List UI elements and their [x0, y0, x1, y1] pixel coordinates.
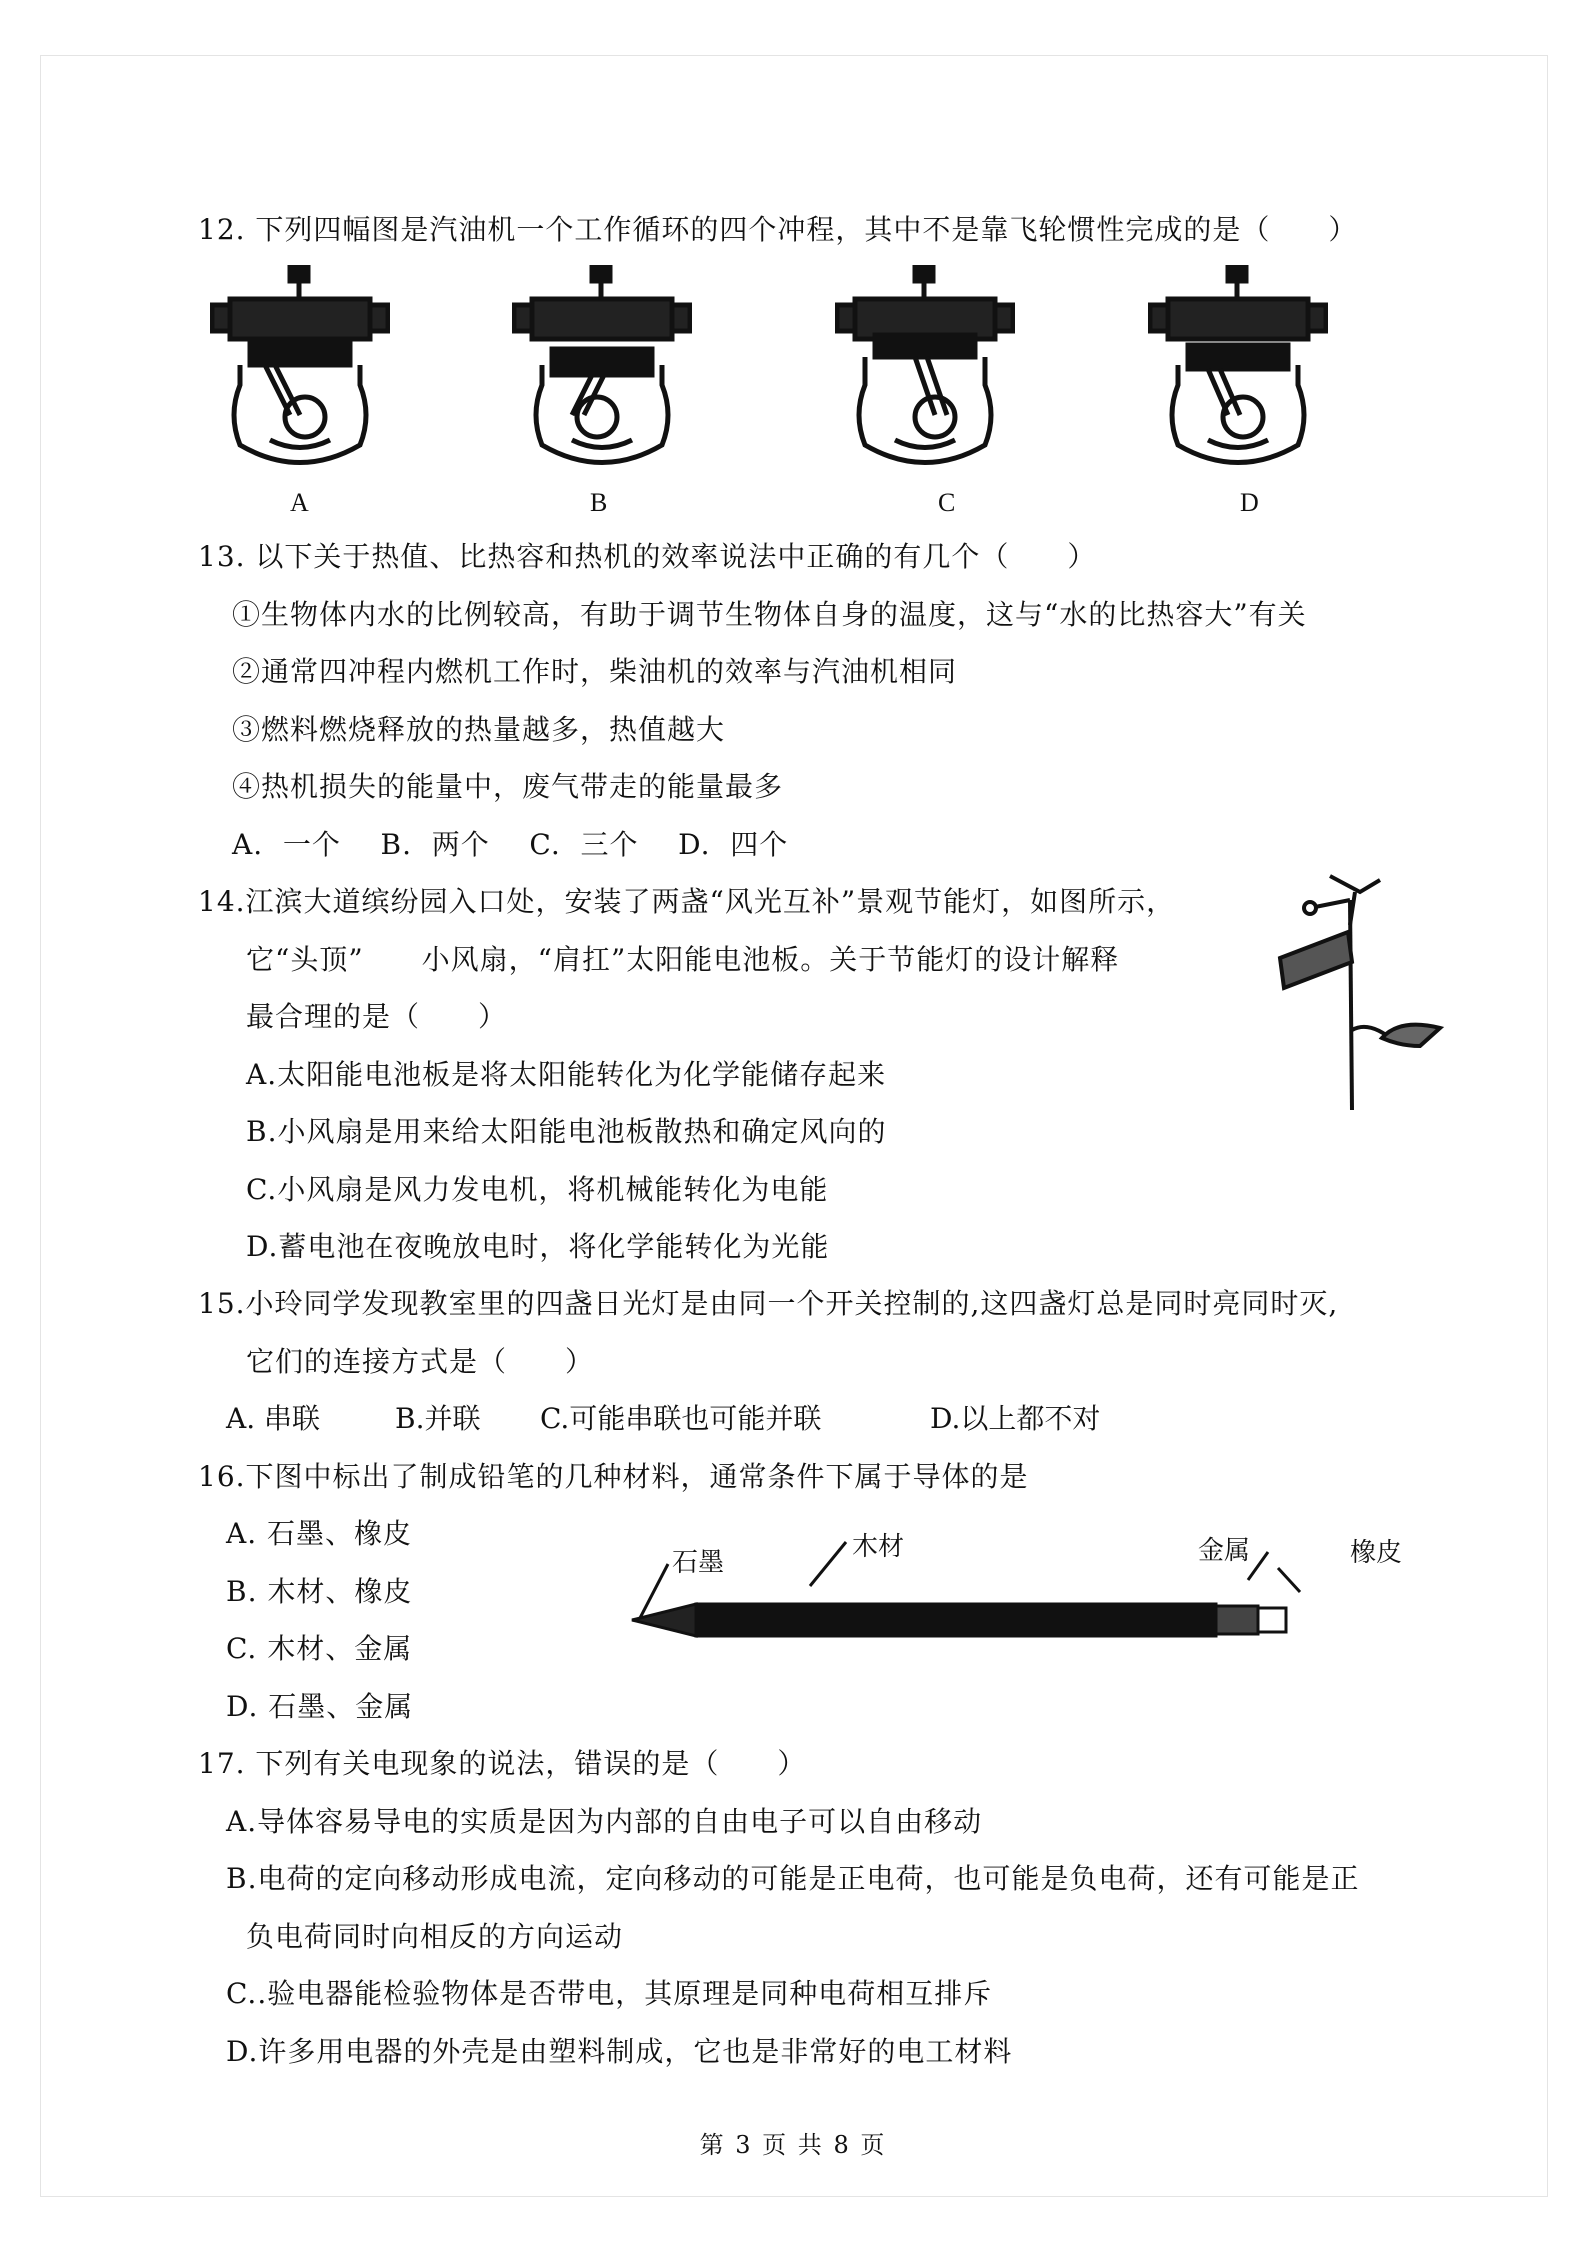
q14-option-b: B.小风扇是用来给太阳能电池板散热和确定风向的 [246, 1115, 887, 1148]
q13-item-1: ①生物体内水的比例较高，有助于调节生物体自身的温度，这与“水的比热容大”有关 [232, 598, 1307, 631]
q15-stem-line1: 15.小玲同学发现教室里的四盏日光灯是由同一个开关控制的,这四盏灯总是同时亮同时灭, [198, 1287, 1339, 1320]
q17-option-c: C..验电器能检验物体是否带电，其原理是同种电荷相互排斥 [226, 1977, 993, 2010]
q12-stem: 12. 下列四幅图是汽油机一个工作循环的四个冲程，其中不是靠飞轮惯性完成的是（ ） [198, 213, 1358, 246]
engine-diagram-a [210, 265, 390, 475]
q13-item-2: ②通常四冲程内燃机工作时，柴油机的效率与汽油机相同 [232, 655, 958, 688]
q13-options: A. 一个 B. 两个 C. 三个 D. 四个 [232, 828, 789, 861]
q17-option-b: B.电荷的定向移动形成电流，定向移动的可能是正电荷，也可能是负电荷，还有可能是正 [226, 1862, 1360, 1895]
engine-label-d: D [1240, 488, 1259, 517]
pencil-label-wood: 木材 [852, 1532, 905, 1562]
q15-option-d: D.以上都不对 [930, 1402, 1101, 1435]
engine-label-c: C [938, 488, 956, 517]
page-footer: 第 3 页 共 8 页 [699, 2131, 887, 2159]
q14-option-a: A.太阳能电池板是将太阳能转化为化学能储存起来 [246, 1058, 887, 1091]
q16-option-d: D. 石墨、金属 [226, 1690, 414, 1723]
q15-option-a: A. 串联 [226, 1402, 321, 1435]
q17-stem: 17. 下列有关电现象的说法，错误的是（ ） [198, 1747, 807, 1780]
q14-option-c: C.小风扇是风力发电机，将机械能转化为电能 [246, 1173, 829, 1206]
q16-stem: 16.下图中标出了制成铅笔的几种材料，通常条件下属于导体的是 [198, 1460, 1029, 1493]
q17-option-a: A.导体容易导电的实质是因为内部的自由电子可以自由移动 [226, 1805, 983, 1838]
engine-diagram-b [512, 265, 692, 475]
q14-option-d: D.蓄电池在夜晚放电时，将化学能转化为光能 [246, 1230, 830, 1263]
q15-stem-line2: 它们的连接方式是（ ） [246, 1345, 595, 1378]
wind-solar-lamp-figure [1270, 870, 1470, 1120]
q16-option-b: B. 木材、橡皮 [226, 1575, 413, 1608]
q15-option-b: B.并联 [395, 1402, 481, 1435]
pencil-label-eraser: 橡皮 [1350, 1538, 1403, 1568]
pencil-label-metal: 金属 [1198, 1536, 1251, 1566]
q14-stem-line3: 最合理的是（ ） [246, 1000, 508, 1033]
pencil-figure [628, 1540, 1348, 1650]
q14-stem-line2: 它“头顶” 小风扇，“肩扛”太阳能电池板。关于节能灯的设计解释 [246, 943, 1120, 976]
q17-option-d: D.许多用电器的外壳是由塑料制成，它也是非常好的电工材料 [226, 2035, 1013, 2068]
q16-option-c: C. 木材、金属 [226, 1632, 413, 1665]
q16-option-a: A. 石墨、橡皮 [226, 1517, 413, 1550]
engine-diagram-c [835, 265, 1015, 475]
q13-item-3: ③燃料燃烧释放的热量越多，热值越大 [232, 713, 726, 746]
q13-item-4: ④热机损失的能量中，废气带走的能量最多 [232, 770, 784, 803]
engine-label-b: B [590, 488, 608, 517]
q14-stem-line1: 14.江滨大道缤纷园入口处，安装了两盏“风光互补”景观节能灯，如图所示， [198, 885, 1176, 918]
q13-stem: 13. 以下关于热值、比热容和热机的效率说法中正确的有几个（ ） [198, 540, 1097, 573]
pencil-label-graphite: 石墨 [672, 1548, 725, 1578]
engine-diagram-d [1148, 265, 1328, 475]
q17-option-b-cont: 负电荷同时向相反的方向运动 [246, 1920, 624, 1953]
engine-label-a: A [290, 488, 309, 517]
q15-option-c: C.可能串联也可能并联 [540, 1402, 822, 1435]
